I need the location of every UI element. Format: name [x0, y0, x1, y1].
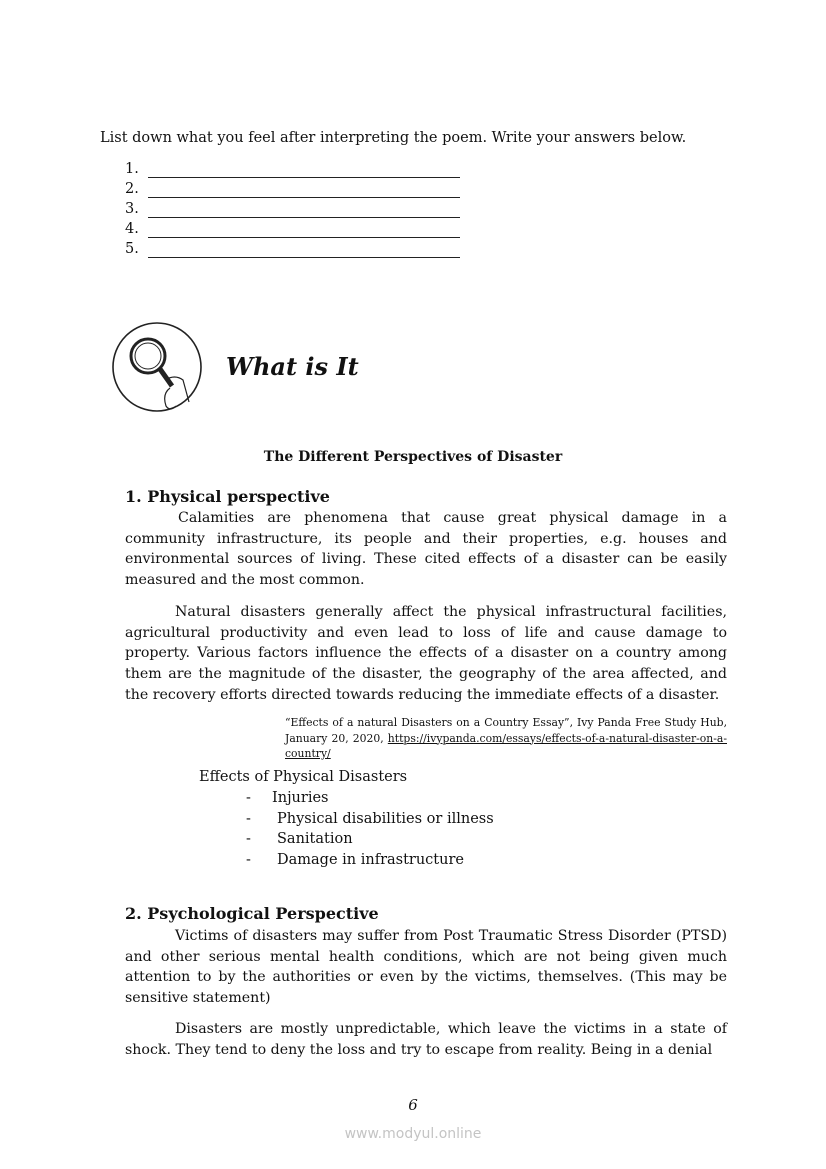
page-number: 6 [408, 1096, 418, 1114]
psychological-paragraph-1: Victims of disasters may suffer from Post Traumatic Stress Disorder (PTSD) and other serious mental health conditions, which are not being given much attention to by the authorities or even by the victims, themselves. (This may be sensitive statement) [125, 928, 727, 1007]
answer-blank[interactable] [148, 257, 460, 258]
effects-label: Effects of Physical Disasters [199, 769, 408, 785]
answer-number: 4. [125, 221, 139, 237]
effect-item: Sanitation [277, 831, 353, 847]
instruction: List down what you feel after interpreting the poem. Write your answers below. [100, 130, 687, 146]
physical-paragraph-1: Calamities are phenomena that cause great physical damage in a community infrastructure, its people and their properties, e.g. houses and environmental sources of living. These cited effects of a disaster can be easily measured and the most common. [125, 510, 727, 589]
psychological-heading: 2. Psychological Perspective [125, 904, 379, 923]
citation-link[interactable]: https://ivypanda.com/essays/effects-of-a-natural-disaster-on-a-country/ [285, 731, 727, 760]
effect-item: Damage in infrastructure [277, 852, 464, 868]
answer-blank[interactable] [148, 237, 460, 238]
watermark: www.modyul.online [344, 1126, 482, 1142]
citation: “Effects of a natural Disasters on a Country Essay”, Ivy Panda Free Study Hub, January 20, 2020, https://ivypanda.com/essays/effects-of-a-natural-disaster-on-a-country/ [285, 716, 727, 760]
answer-number: 1. [125, 161, 139, 177]
answer-blank[interactable] [148, 217, 460, 218]
effect-item: Physical disabilities or illness [277, 811, 494, 827]
effect-item: Injuries [272, 790, 329, 806]
answer-number: 3. [125, 201, 139, 217]
document-page: List down what you feel after interpreting the poem. Write your answers below. 1. 2. 3. 4. 5. What is It The Different Perspectives of Disaster 1. Physical perspective Calamities are phenomena that cause great physical damage in a community infrastructure, its people and their properties, e.g. houses and environmental sources of living. These cited effects of a disaster can be easily measured and the most common. Natural disasters generally affect the physical infrastructural facilities, agricultural productivity and even lead to loss of life and cause damage to property. Various factors influence the effects of a disaster on a country among them are the magnitude of the disaster, the geography of the area affected, and the recovery efforts directed towards reducing the immediate effects of a disaster. “Effects of a natural Disasters on a Country Essay”, Ivy Panda Free Study Hub, January 20, 2020, https://ivypanda.com/essays/effects-of-a-natural-disaster-on-a-country/ Effects of Physical Disasters - Injuries - Physical disabilities or illness - Sanitation - Damage in infrastructure 2. Psychological Perspective Victims of disasters may suffer from Post Traumatic Stress Disorder (PTSD) and other serious mental health conditions, which are not being given much attention to by the authorities or even by the victims, themselves. (This may be sensitive statement) Disasters are mostly unpredictable, which leave the victims in a state of shock. They tend to deny the loss and try to escape from reality. Being in a denial 6 www.modyul.online [0, 0, 826, 1169]
answer-number: 2. [125, 181, 139, 197]
answer-blank[interactable] [148, 197, 460, 198]
psychological-paragraph-2: Disasters are mostly unpredictable, which leave the victims in a state of shock. They tend to deny the loss and try to escape from reality. Being in a denial [125, 1021, 727, 1058]
physical-paragraph-2: Natural disasters generally affect the physical infrastructural facilities, agricultural productivity and even lead to loss of life and cause damage to property. Various factors influence the effects of a disaster on a country among them are the magnitude of the disaster, the geography of the area affected, and the recovery efforts directed towards reducing the immediate effects of a disaster. [125, 604, 727, 703]
answer-blank[interactable] [148, 177, 460, 178]
answer-number: 5. [125, 241, 139, 257]
physical-heading: 1. Physical perspective [125, 487, 330, 506]
page-title: The Different Perspectives of Disaster [263, 449, 563, 465]
section-heading: What is It [226, 352, 359, 381]
magnifying-glass-icon [110, 320, 206, 416]
